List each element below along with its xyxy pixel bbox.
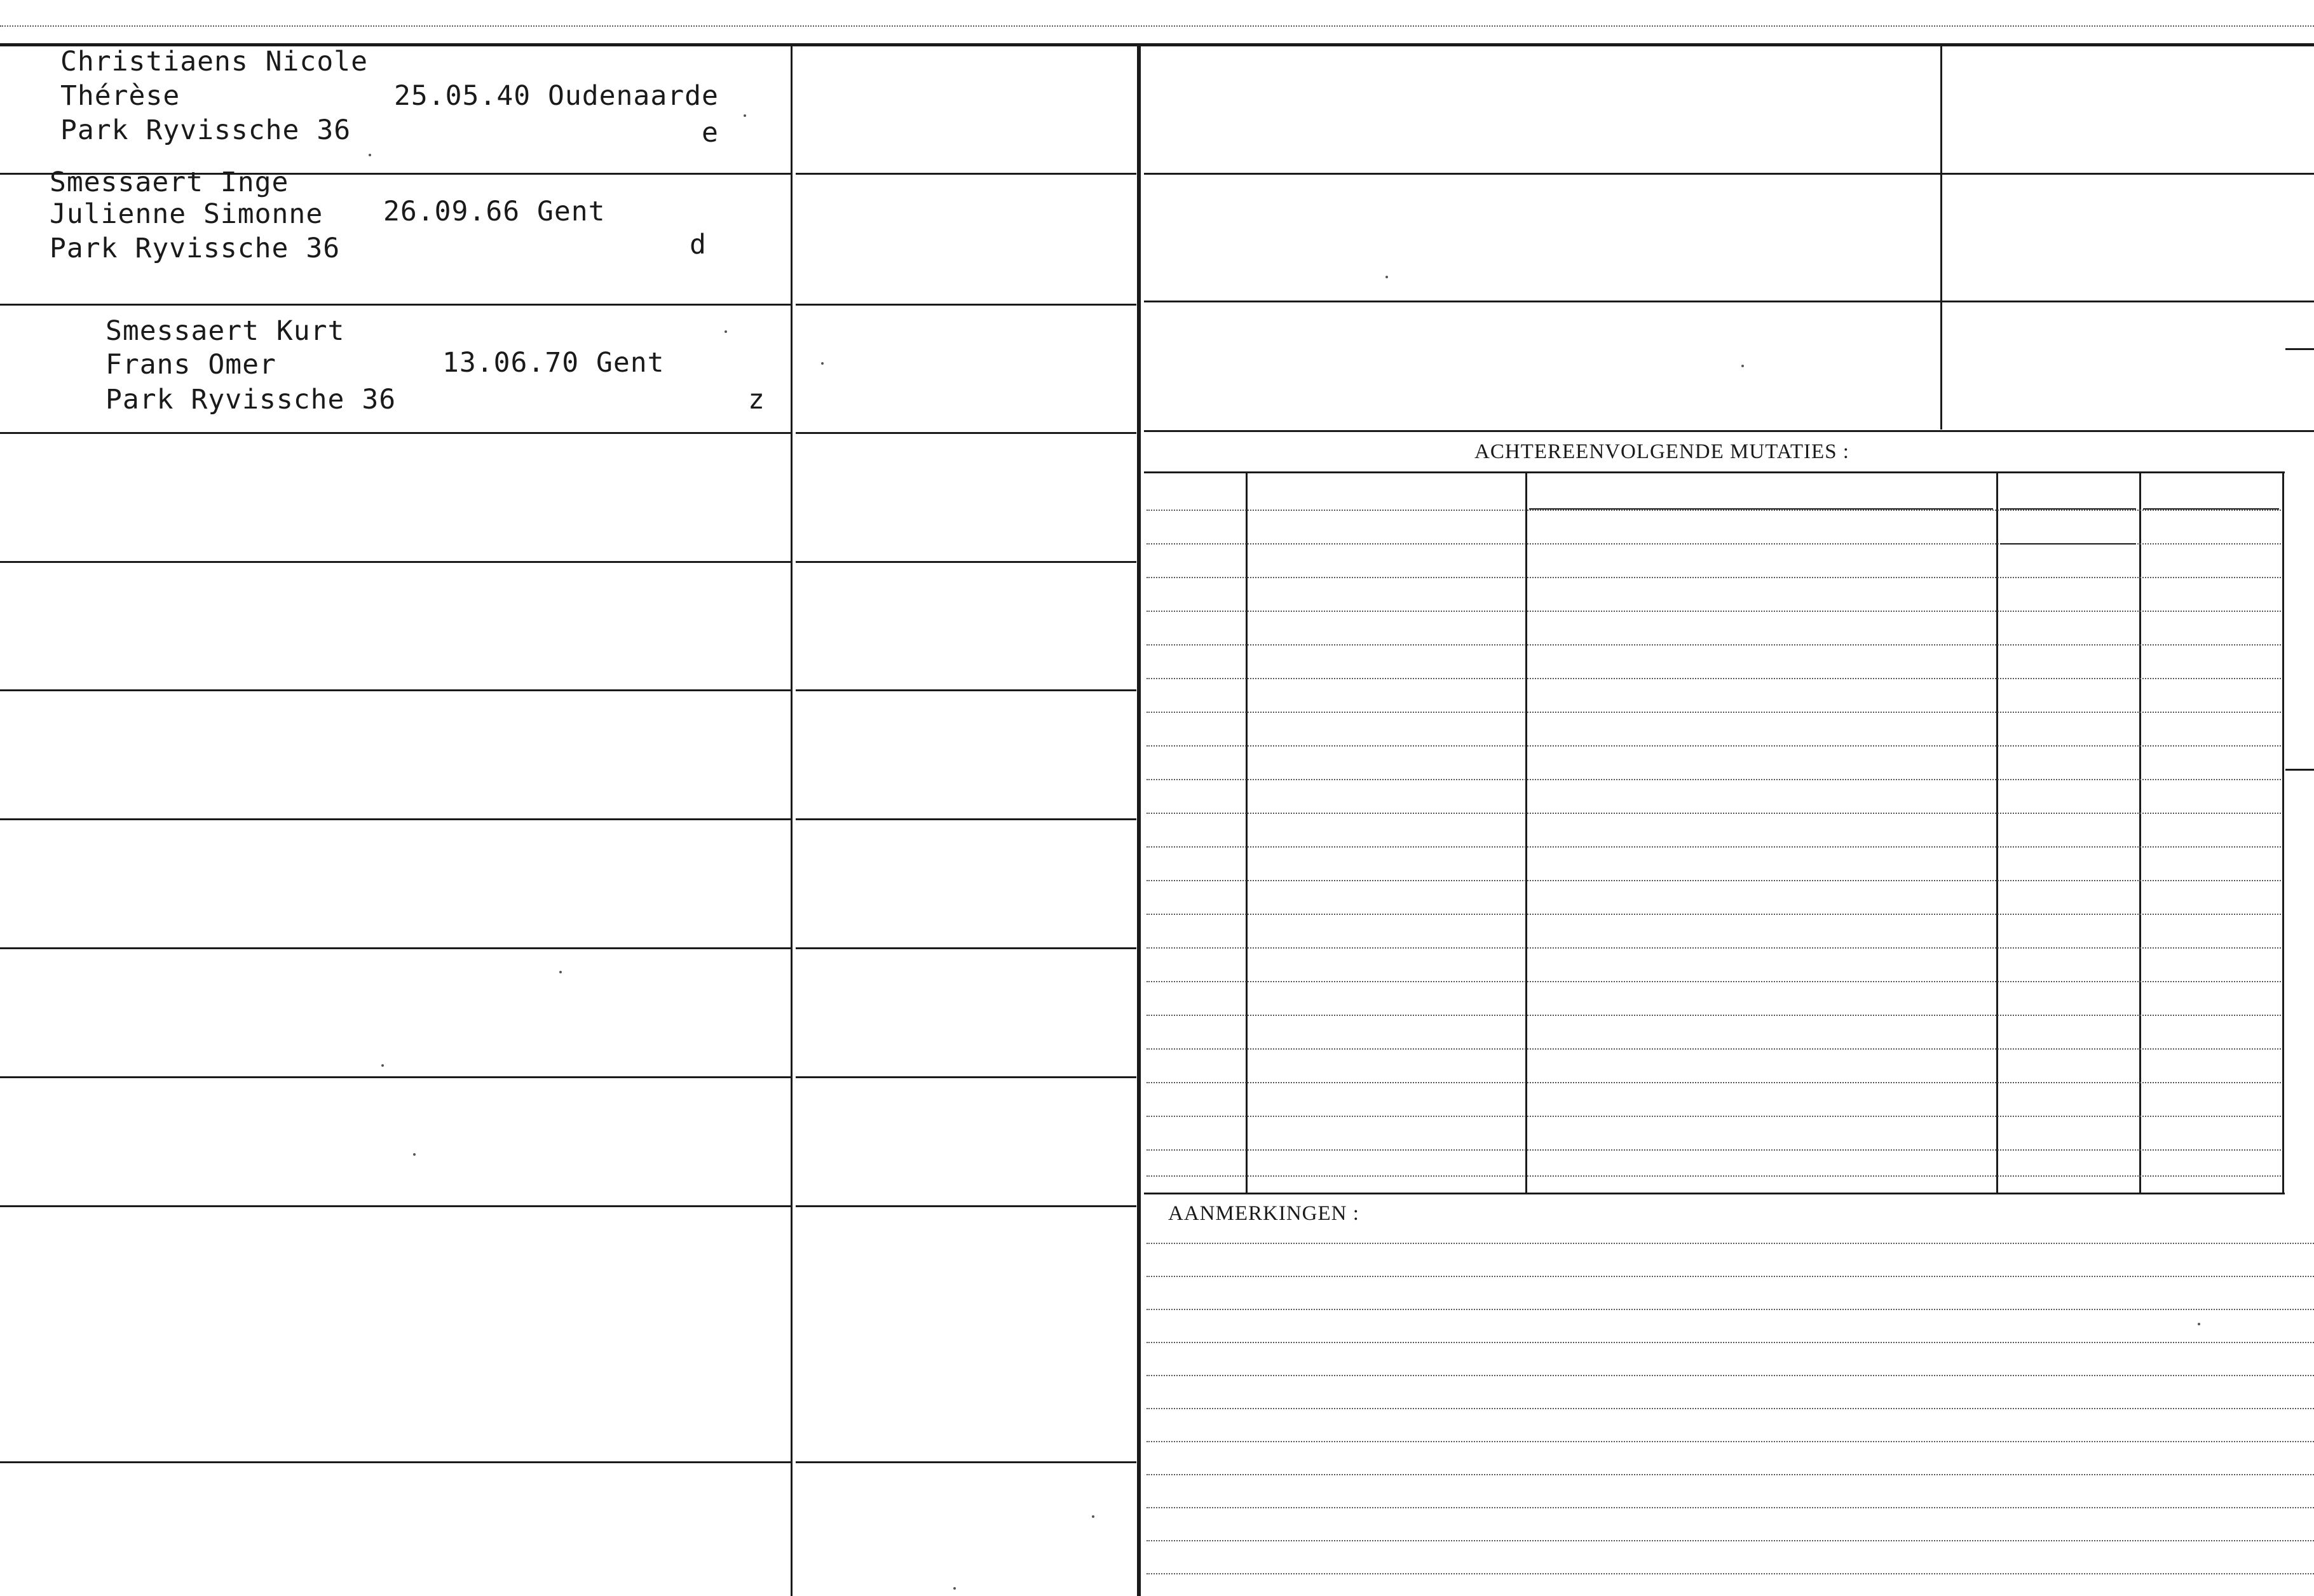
remarks-ruled-line xyxy=(1147,1408,2314,1409)
scan-speck xyxy=(369,154,371,156)
remarks-ruled-line xyxy=(1147,1309,2314,1310)
scan-speck xyxy=(744,114,746,117)
mutations-ruled-line xyxy=(1147,880,2281,881)
scan-speck xyxy=(953,1587,956,1590)
scan-speck xyxy=(1092,1515,1094,1518)
scan-speck xyxy=(821,362,824,365)
top-noise-line xyxy=(0,25,2314,27)
mutations-ruled-line xyxy=(1147,745,2281,747)
resident-code: z xyxy=(748,384,765,416)
remarks-ruled-line xyxy=(1147,1375,2314,1376)
mutations-column-tick xyxy=(2143,508,2279,510)
mutations-column-tick xyxy=(1529,508,1993,510)
left-column-divider xyxy=(791,44,793,1596)
mutations-ruled-line xyxy=(1147,510,2281,511)
mutations-ruled-line xyxy=(1147,611,2281,612)
resident-code: e xyxy=(702,117,719,149)
right-upper-row-separator xyxy=(1144,173,2314,175)
resident-name: Smessaert Inge xyxy=(50,166,289,198)
row-separator xyxy=(0,1205,791,1207)
mutations-column-divider xyxy=(1246,473,1248,1193)
remarks-ruled-line xyxy=(1147,1342,2314,1343)
resident-given-names: Julienne Simonne xyxy=(50,198,323,230)
resident-address: Park Ryvissche 36 xyxy=(105,384,397,416)
scan-speck xyxy=(2198,1323,2200,1325)
row-separator xyxy=(0,818,791,820)
mid-row-separator xyxy=(796,1461,1136,1463)
mutations-ruled-line xyxy=(1147,947,2281,949)
mutations-ruled-line xyxy=(1147,1175,2281,1177)
resident-birth: 25.05.40 Oudenaarde xyxy=(394,80,719,112)
edge-tick xyxy=(2285,348,2314,350)
row-separator xyxy=(0,1076,791,1078)
mutations-ruled-line xyxy=(1147,846,2281,848)
mid-row-separator xyxy=(796,818,1136,820)
mutations-column-divider xyxy=(1996,473,1998,1193)
resident-name: Christiaens Nicole xyxy=(60,46,368,78)
scan-speck xyxy=(381,1064,384,1067)
resident-address: Park Ryvissche 36 xyxy=(50,233,341,264)
center-divider xyxy=(1137,44,1141,1596)
mutations-ruled-line xyxy=(1147,1048,2281,1050)
mid-row-separator xyxy=(796,432,1136,434)
mutations-column-tick xyxy=(2000,543,2136,544)
remarks-ruled-line xyxy=(1147,1276,2314,1277)
scan-speck xyxy=(1741,365,1744,367)
row-separator xyxy=(0,561,791,563)
mutations-ruled-line xyxy=(1147,1015,2281,1016)
resident-code: d xyxy=(690,229,707,260)
mid-row-separator xyxy=(796,561,1136,563)
scan-speck xyxy=(725,330,727,333)
remarks-ruled-line xyxy=(1147,1507,2314,1508)
row-separator xyxy=(0,432,791,434)
mutations-ruled-line xyxy=(1147,779,2281,780)
remarks-ruled-line xyxy=(1147,1243,2314,1244)
mid-row-separator xyxy=(796,304,1136,306)
mutations-ruled-line xyxy=(1147,577,2281,578)
mutations-ruled-line xyxy=(1147,1082,2281,1083)
resident-name: Smessaert Kurt xyxy=(105,315,345,347)
mutations-table-top xyxy=(1144,471,2285,473)
mid-row-separator xyxy=(796,1205,1136,1207)
row-separator xyxy=(0,1461,791,1463)
mutations-table-bottom xyxy=(1144,1193,2285,1194)
scan-speck xyxy=(559,971,562,973)
mutations-ruled-line xyxy=(1147,678,2281,679)
row-separator xyxy=(0,689,791,691)
right-upper-row-separator xyxy=(1144,301,2314,302)
mutations-ruled-line xyxy=(1147,1149,2281,1151)
mutations-column-divider xyxy=(2282,473,2284,1193)
mutations-ruled-line xyxy=(1147,1116,2281,1117)
resident-address: Park Ryvissche 36 xyxy=(60,114,351,146)
row-separator xyxy=(0,947,791,949)
scan-speck xyxy=(1385,276,1388,278)
mutations-column-tick xyxy=(2000,508,2136,510)
remarks-ruled-line xyxy=(1147,1441,2314,1442)
mutations-ruled-line xyxy=(1147,712,2281,713)
mid-row-separator xyxy=(796,173,1136,175)
mid-row-separator xyxy=(796,947,1136,949)
resident-given-names: Frans Omer xyxy=(105,349,276,381)
right-upper-divider xyxy=(1940,44,1942,429)
mutations-ruled-line xyxy=(1147,981,2281,982)
scan-speck xyxy=(413,1153,416,1156)
mid-row-separator xyxy=(796,689,1136,691)
mutations-column-divider xyxy=(2139,473,2141,1193)
resident-birth: 26.09.66 Gent xyxy=(383,196,606,227)
mid-row-separator xyxy=(796,1076,1136,1078)
remarks-ruled-line xyxy=(1147,1573,2314,1574)
mutations-column-divider xyxy=(1525,473,1527,1193)
resident-given-names: Thérèse xyxy=(60,80,180,112)
mutations-ruled-line xyxy=(1147,914,2281,915)
mutations-ruled-line xyxy=(1147,644,2281,646)
row-separator xyxy=(0,304,791,306)
edge-tick xyxy=(2285,769,2314,771)
remarks-ruled-line xyxy=(1147,1540,2314,1541)
mutations-ruled-line xyxy=(1147,813,2281,814)
resident-birth: 13.06.70 Gent xyxy=(442,347,665,379)
right-upper-row-separator xyxy=(1144,430,2314,432)
mutations-header: ACHTEREENVOLGENDE MUTATIES : xyxy=(1474,440,1849,463)
remarks-ruled-line xyxy=(1147,1474,2314,1475)
remarks-header: AANMERKINGEN : xyxy=(1168,1202,1359,1225)
